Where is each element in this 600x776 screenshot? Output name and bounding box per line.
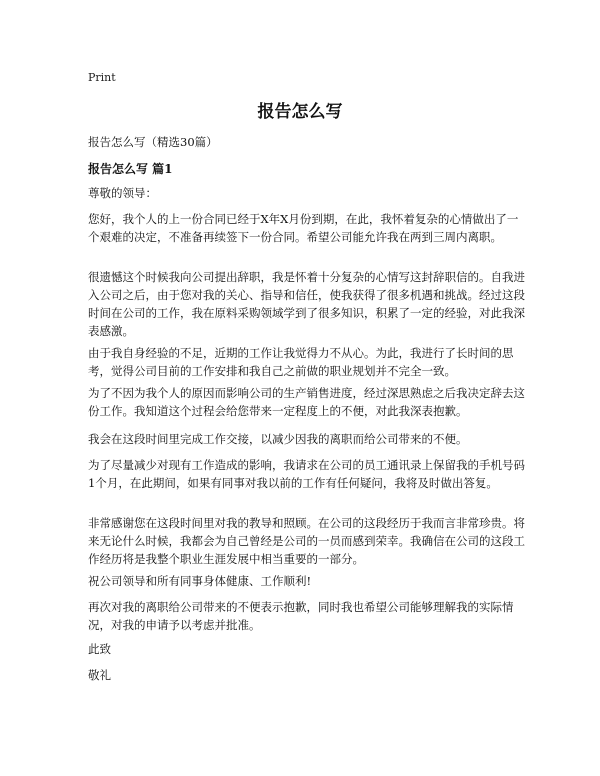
section-heading: 报告怎么写 篇1 bbox=[88, 162, 173, 176]
document-subtitle: 报告怎么写（精选30篇） bbox=[88, 135, 218, 149]
paragraph-wishes: 祝公司领导和所有同事身体健康、工作顺利! bbox=[88, 574, 312, 588]
salutation: 尊敬的领导： bbox=[88, 186, 157, 200]
closing-jingli: 敬礼 bbox=[88, 668, 111, 682]
paragraph-contract: 您好，我个人的上一份合同已经于X年X月份到期，在此，我怀着复杂的心情做出了一个艰难的决定，不准备再续签下一份合同。希望公司能允许我在两到三周内离职。 bbox=[88, 212, 519, 244]
paragraph-resignation-reason: 很遗憾这个时候我向公司提出辞职，我是怀着十分复杂的心情写这封辞职信的。自我进入公司之后，由于您对我的关心、指导和信任，使我获得了很多机遇和挑战。经过这段时间在公司的工作，我在原料采购领域学到了很多知识，积累了一定的经验，对此我深表感激。 bbox=[88, 270, 525, 338]
paragraph-experience: 由于我自身经验的不足，近期的工作让我觉得力不从心。为此，我进行了长时间的思考，觉得公司目前的工作安排和我自己之前做的职业规划并不完全一致。 bbox=[88, 346, 514, 378]
paragraph-apology: 再次对我的离职给公司带来的不便表示抱歉，同时我也希望公司能够理解我的实际情况，对我的申请予以考虑并批准。 bbox=[88, 600, 514, 632]
print-link[interactable]: Print bbox=[88, 71, 116, 84]
document-title: 报告怎么写 bbox=[257, 102, 343, 122]
paragraph-handover: 我会在这段时间里完成工作交接，以减少因我的离职而给公司带来的不便。 bbox=[88, 432, 468, 446]
paragraph-contact: 为了尽量减少对现有工作造成的影响，我请求在公司的员工通讯录上保留我的手机号码1个月，在此期间，如果有同事对我以前的工作有任何疑问，我将及时做出答复。 bbox=[88, 458, 525, 490]
paragraph-decision: 为了不因为我个人的原因而影响公司的生产销售进度，经过深思熟虑之后我决定辞去这份工作。我知道这个过程会给您带来一定程度上的不便，对此我深表抱歉。 bbox=[88, 386, 525, 418]
closing-cizhi: 此致 bbox=[88, 642, 111, 656]
paragraph-thanks: 非常感谢您在这段时间里对我的教导和照顾。在公司的这段经历于我而言非常珍贵。将来无论什么时候，我都会为自己曾经是公司的一员而感到荣幸。我确信在公司的这段工作经历将是我整个职业生涯发展中相当重要的一部分。 bbox=[88, 516, 525, 566]
